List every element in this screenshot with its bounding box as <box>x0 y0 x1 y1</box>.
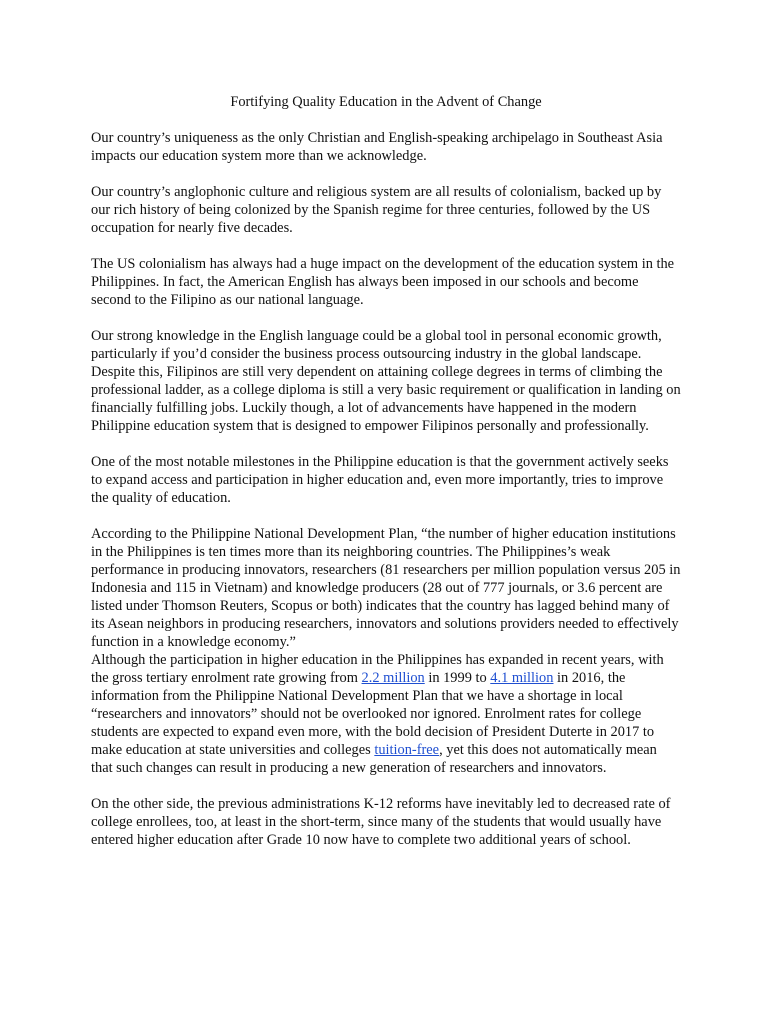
paragraph-3: The US colonialism has always had a huge impact on the development of the education system in the Philippines. In fact, the American English has always been imposed in our schools and become second to the Filipino as our national language. <box>91 256 675 308</box>
document-title: Fortifying Quality Education in the Advent of Change <box>230 94 542 110</box>
paragraph-7-text-4: , yet this does not automatically mean that such changes can result in producing a new generation of researchers and innovators. <box>91 742 657 776</box>
paragraph-7-text-2: in 1999 to <box>424 670 491 686</box>
document-body <box>91 93 681 867</box>
paragraph-6: According to the Philippine National Development Plan, “the number of higher education institutions in the Philippines is ten times more than its neighboring countries. The Philippines’s weak performance in producing innovators, researchers (81 researchers per million population versus 205 in Indonesia and 115 in Vietnam) and knowledge producers (28 out of 777 journals, or 3.6 percent are listed under Thomson Reuters, Scopus or both) indicates that the country has lagged behind many of its Asean neighbors in producing researchers, innovators and solutions providers needed to effectively function in a knowledge economy.” <box>91 526 681 650</box>
link-2-2-million[interactable]: 2.2 million <box>361 670 425 686</box>
paragraph-2: Our country’s anglophonic culture and religious system are all results of colonialism, backed up by our rich history of being colonized by the Spanish regime for three centuries, followed by the US occupation for nearly five decades. <box>91 184 662 236</box>
link-tuition-free[interactable]: tuition-free <box>374 742 440 758</box>
paragraph-8: On the other side, the previous administrations K-12 reforms have inevitably led to decreased rate of college enrollees, too, at least in the short-term, since many of the students that would usually have entered higher education after Grade 10 now have to complete two additional years of school. <box>91 796 671 848</box>
paragraph-5: One of the most notable milestones in the Philippine education is that the government actively seeks to expand access and participation in higher education and, even more importantly, tries to improve the quality of education. <box>91 454 669 506</box>
paragraph-1: Our country’s uniqueness as the only Christian and English-speaking archipelago in Southeast Asia impacts our education system more than we acknowledge. <box>91 130 663 164</box>
paragraph-7-text-3: in 2016, the information from the Philippine National Development Plan that we have a shortage in local “researchers and innovators” should not be overlooked nor ignored. Enrolment rates for college students are expected to expand even more, with the bold decision of President Duterte in 2017 to make education at state universities and colleges <box>91 670 655 758</box>
paragraph-7 <box>91 651 681 777</box>
paragraph-7-text-1: Although the participation in higher education in the Philippines has expanded in recent years, with the gross tertiary enrolment rate growing from <box>91 652 664 686</box>
link-4-1-million[interactable]: 4.1 million <box>490 670 554 686</box>
paragraph-4: Our strong knowledge in the English language could be a global tool in personal economic growth, particularly if you’d consider the business process outsourcing industry in the global landscape. Despite this, Filipinos are still very dependent on attaining college degrees in terms of climbing the professional ladder, as a college diploma is still a very basic requirement or qualification in landing on financially fulfilling jobs. Luckily though, a lot of advancements have happened in the modern Philippine education system that is designed to empower Filipinos personally and professionally. <box>91 328 681 434</box>
